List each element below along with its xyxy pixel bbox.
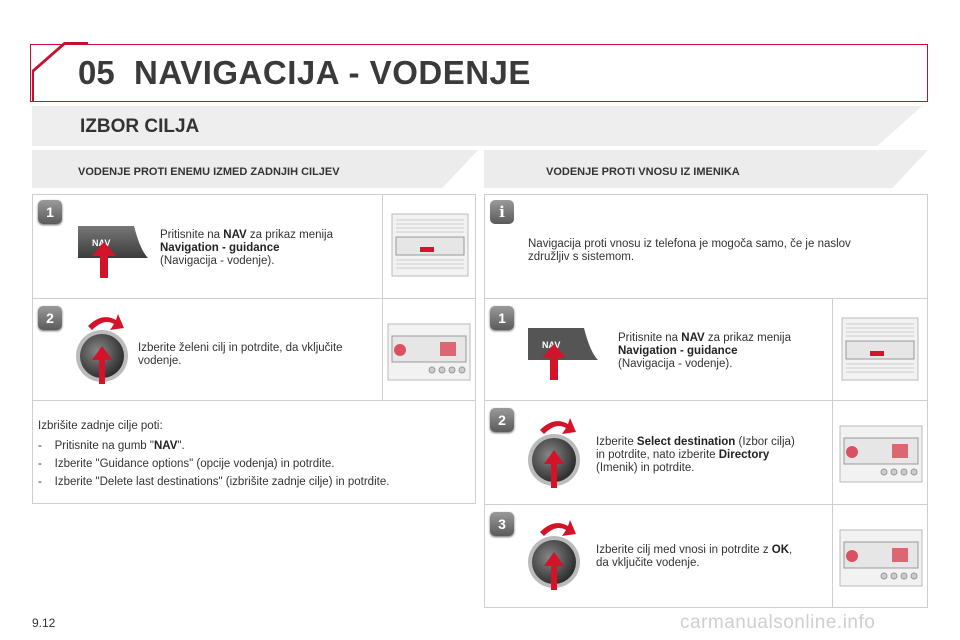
watermark: carmanualsonline.info — [680, 612, 876, 633]
step-2-badge: 2 — [38, 306, 62, 330]
rotary-knob-icon — [524, 514, 586, 594]
right-divider-1 — [484, 298, 928, 299]
rotary-knob-icon — [72, 308, 134, 388]
step-3-badge: 3 — [490, 512, 514, 536]
step-2-badge: 2 — [490, 408, 514, 432]
svg-text:NAV: NAV — [92, 238, 111, 248]
right-vdivider — [832, 298, 833, 608]
right-divider-2 — [484, 400, 928, 401]
section-title: IZBOR CILJA — [80, 116, 200, 137]
left-vdivider — [382, 194, 383, 400]
info-badge: i — [490, 200, 514, 224]
chapter-title: NAVIGACIJA - VODENJE — [134, 54, 531, 91]
left-subheader-title: VODENJE PROTI ENEMU IZMED ZADNJIH CILJEV — [78, 166, 340, 178]
right-divider-3 — [484, 504, 928, 505]
radio-unit-illustration — [840, 316, 920, 382]
right-step3-text: Izberite cilj med vnosi in potrdite z OK, da vključite vodenje. — [596, 544, 793, 569]
rotary-knob-icon — [524, 412, 586, 492]
right-info-text: Navigacija proti vnosu iz telefona je mogoča samo, če je naslov združljiv s sistemom. — [528, 238, 851, 263]
page-number: 9.12 — [32, 616, 56, 630]
nav-key-icon — [522, 322, 602, 380]
radio-unit-illustration — [386, 322, 472, 382]
radio-unit-illustration — [838, 424, 924, 484]
chapter-number: 05 — [78, 54, 115, 91]
left-step1-text: Pritisnite na NAV za prikaz menija Navigation - guidance (Navigacija - vodenje). — [160, 229, 334, 267]
left-step2-text: Izberite želeni cilj in potrdite, da vključite vodenje. — [138, 342, 343, 367]
step-1-badge: 1 — [38, 200, 62, 224]
step-1-badge: 1 — [490, 306, 514, 330]
right-step1-text: Pritisnite na NAV za prikaz menija Navigation - guidance (Navigacija - vodenje). — [618, 332, 792, 370]
nav-key-icon — [72, 220, 152, 278]
delete-item-3: - Izberite "Delete last destinations" (izbrišite zadnje cilje) in potrdite. — [38, 476, 390, 488]
radio-unit-illustration — [390, 212, 470, 278]
radio-unit-illustration — [838, 528, 924, 588]
delete-item-1: - Pritisnite na gumb "NAV". — [38, 440, 185, 452]
right-subheader-title: VODENJE PROTI VNOSU IZ IMENIKA — [546, 166, 740, 178]
delete-item-2: - Izberite "Guidance options" (opcije vodenja) in potrdite. — [38, 458, 335, 470]
left-divider-1 — [32, 298, 476, 299]
left-divider-2 — [32, 400, 476, 401]
delete-intro: Izbrišite zadnje cilje poti: — [38, 420, 163, 432]
right-step2-text: Izberite Select destination (Izbor cilja) in potrdite, nato izberite Directory (Imenik) in potrdite. — [596, 436, 795, 474]
svg-text:NAV: NAV — [542, 340, 561, 350]
